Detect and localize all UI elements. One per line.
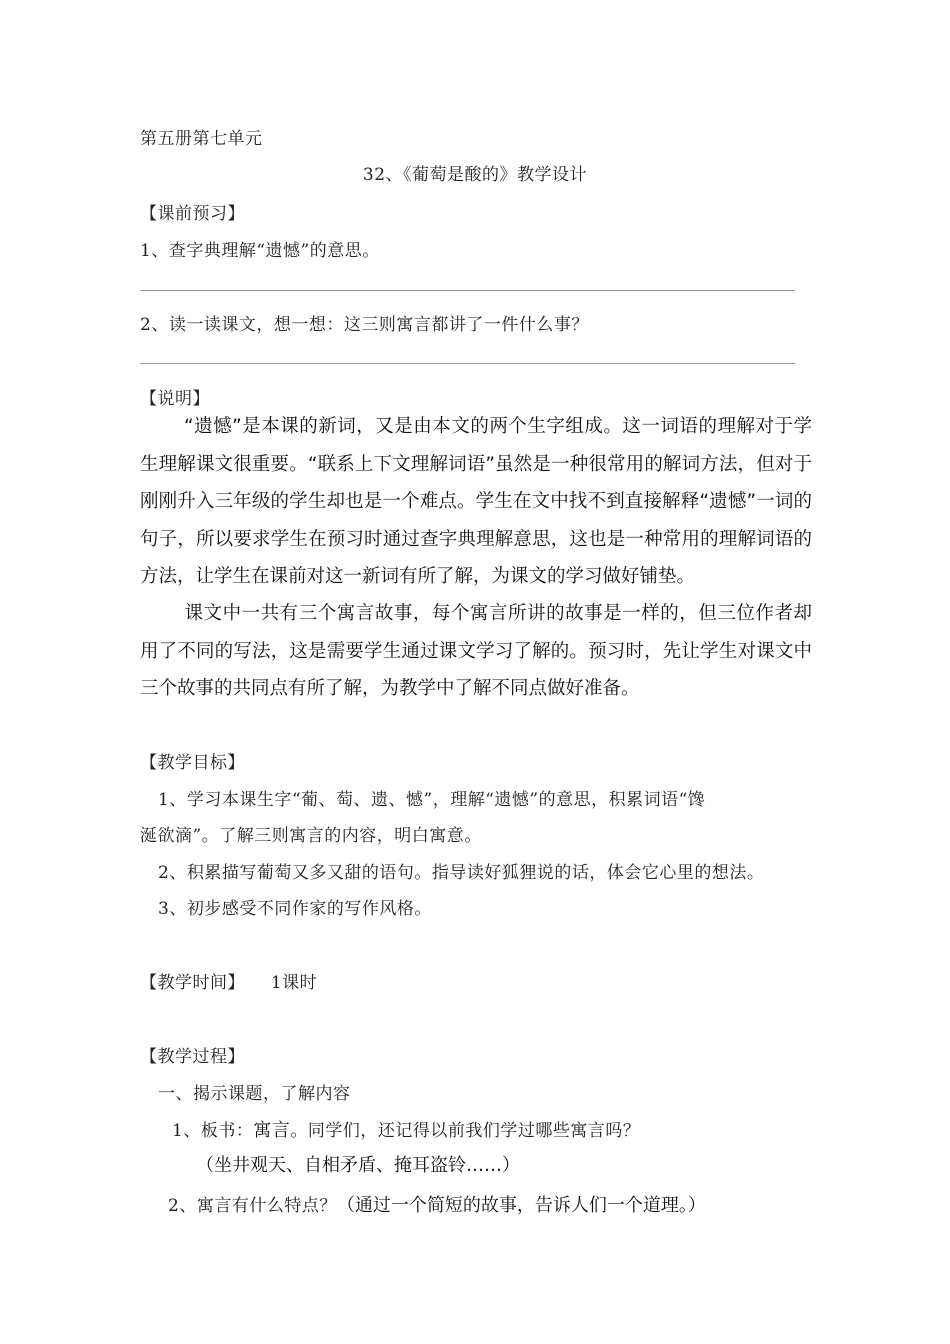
time-value: 1课时 <box>270 973 318 993</box>
goal-2: 2、积累描写葡萄又多又甜的语句。指导读好狐狸说的话，体会它心里的想法。 <box>158 863 765 883</box>
process-item-1-rest: 。同学们，还记得以前我们学过哪些寓言吗？ <box>290 1121 641 1141</box>
process-item-2-prefix: 2、寓言有什么特点？ <box>168 1196 337 1216</box>
goal-1-line-1: 1、学习本课生字“葡、萄、遗、憾”，理解“遗憾”的意思，积累词语“馋 <box>158 790 706 810</box>
answer-line-2 <box>140 363 795 364</box>
process-item-2 <box>168 1191 706 1217</box>
time-row <box>140 968 317 993</box>
preview-question-1: 1、查字典理解“遗憾”的意思。 <box>140 241 380 261</box>
process-item-1-prefix: 1、板书： <box>172 1121 254 1141</box>
page-title: 32、《葡萄是酸的》教学设计 <box>362 165 588 185</box>
preview-question-2: 2、读一读课文，想一想：这三则寓言都讲了一件什么事？ <box>140 315 589 335</box>
goals-heading: 【教学目标】 <box>140 753 245 773</box>
time-heading: 【教学时间】 <box>140 973 245 993</box>
goal-1-line-2: 涎欲滴”。了解三则寓言的内容，明白寓意。 <box>140 826 482 846</box>
answer-line-1 <box>140 290 795 291</box>
explain-paragraph-1-text: “遗憾”是本课的新词，又是由本文的两个生字组成。这一词语的理解对于学生理解课文很重要。“联系上下文理解词语”虽然是一种很常用的解词方法，但对于刚刚升入三年级的学生却也是一个难点。学生在文中找不到直接解释“遗憾”一词的句子，所以要求学生在预习时通过查字典理解意思，这也是一种常用的理解词语的方法，让学生在课前对这一新词有所了解，为课文的学习做好铺垫。 <box>140 416 812 587</box>
goal-3: 3、初步感受不同作家的写作风格。 <box>158 899 432 919</box>
explain-paragraph-2-text: 课文中一共有三个寓言故事，每个寓言所讲的故事是一样的，但三位作者却用了不同的写法，这是需要学生通过课文学习了解的。预习时，先让学生对课文中三个故事的共同点有所了解，为教学中了解不同点做好准备。 <box>140 603 812 699</box>
process-item-2-answer: （通过一个简短的故事，告诉人们一个道理。） <box>336 1195 706 1216</box>
explain-paragraph-1 <box>140 408 812 596</box>
process-heading: 【教学过程】 <box>140 1047 245 1067</box>
process-item-1-keyword: 寓言 <box>253 1120 291 1141</box>
unit-label: 第五册第七单元 <box>140 129 263 149</box>
process-step-1: 一、揭示课题，了解内容 <box>158 1084 351 1104</box>
process-item-1 <box>172 1116 640 1142</box>
preview-heading: 【课前预习】 <box>140 204 245 224</box>
process-item-1-answer: （坐井观天、自相矛盾、掩耳盗铃……） <box>196 1155 520 1176</box>
explain-heading: 【说明】 <box>140 389 210 409</box>
explain-paragraph-2 <box>140 595 812 708</box>
